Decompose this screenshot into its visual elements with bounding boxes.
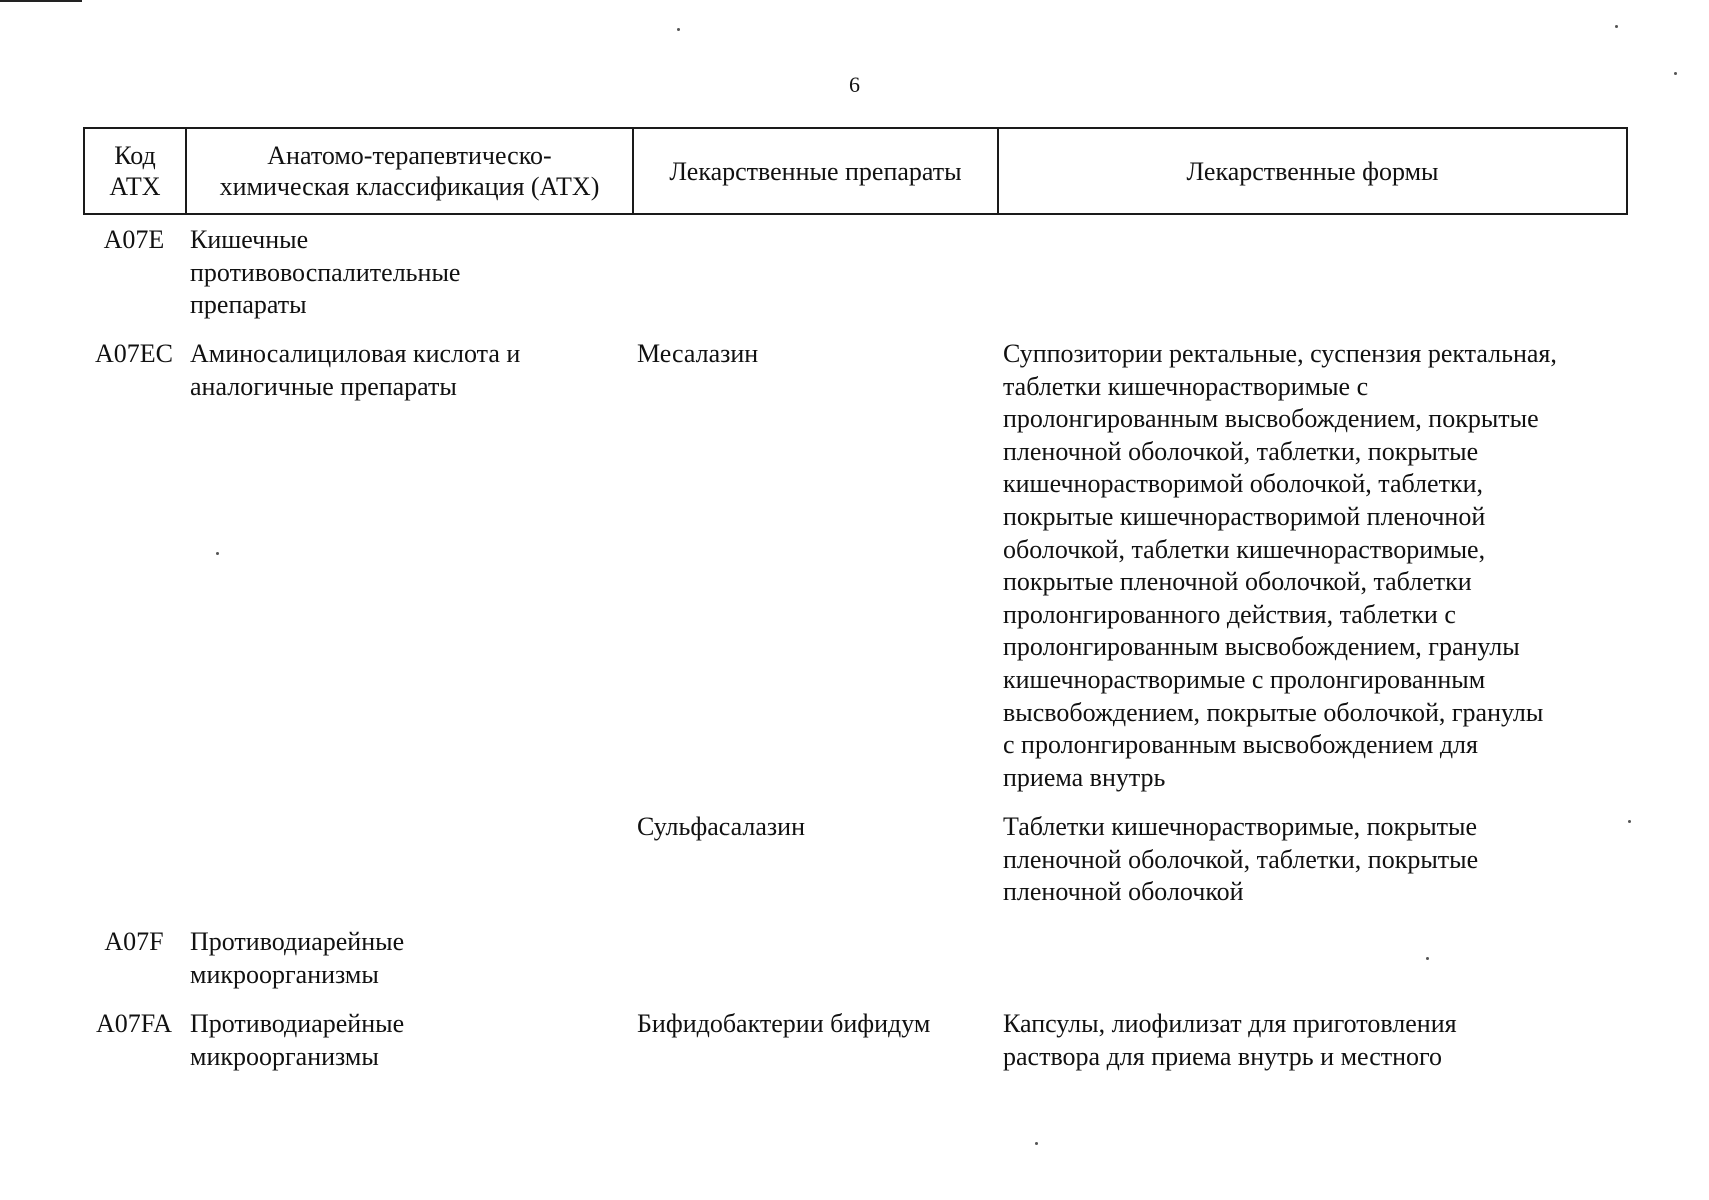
atx-group-line: Противодиарейные xyxy=(190,1009,405,1038)
scan-speck xyxy=(1628,820,1631,823)
dosage-form-line: таблетки кишечнорастворимые с xyxy=(1003,371,1369,401)
drug-name: Бифидобактерии бифидум xyxy=(637,1009,931,1038)
dosage-form-line: кишечнорастворимой оболочкой, таблетки, xyxy=(1003,469,1483,499)
header-forms: Лекарственные формы xyxy=(1186,156,1439,186)
atx-group-line: Кишечные xyxy=(190,225,309,254)
atx-group xyxy=(190,1008,630,1073)
dosage-form-line: покрытые пленочной оболочкой, таблетки xyxy=(1003,567,1472,597)
atx-code: A07E xyxy=(103,225,165,254)
dosage-form-line: высвобождением, покрытые оболочкой, гранулы xyxy=(1003,697,1544,727)
atx-code: A07F xyxy=(104,927,164,956)
scan-speck xyxy=(1426,957,1429,960)
scan-speck xyxy=(1035,1142,1038,1145)
dosage-form-line: пролонгированным высвобождением, покрытые xyxy=(1003,404,1539,434)
atx-group-line: препараты xyxy=(190,290,307,320)
dosage-forms xyxy=(1003,1008,1628,1073)
header-drugs: Лекарственные препараты xyxy=(634,129,999,213)
table-header xyxy=(83,127,1628,215)
scan-speck xyxy=(1615,25,1618,28)
atx-group-line: аналогичные препараты xyxy=(190,371,457,401)
atx-group-line: микроорганизмы xyxy=(190,959,379,989)
dosage-form-line: Суппозитории ректальные, суспензия ректальная, xyxy=(1003,339,1557,368)
dosage-forms xyxy=(1003,338,1628,794)
dosage-form-line: Таблетки кишечнорастворимые, покрытые xyxy=(1003,812,1478,841)
dosage-form-line: приема внутрь xyxy=(1003,762,1166,792)
scan-edge-mark xyxy=(0,0,82,2)
dosage-form-line: покрытые кишечнорастворимой пленочной xyxy=(1003,501,1486,531)
header-code-line: АТХ xyxy=(109,172,161,201)
atx-code: A07FA xyxy=(95,1009,173,1038)
atx-group xyxy=(190,224,630,322)
header-atx-line: Анатомо-терапевтическо- xyxy=(267,141,552,170)
atx-group xyxy=(190,338,630,403)
header-code xyxy=(85,129,187,213)
header-atx xyxy=(187,129,634,213)
header-code-line: Код xyxy=(114,141,156,170)
scan-speck xyxy=(216,552,219,555)
atx-group-line: противовоспалительные xyxy=(190,257,461,287)
page-number: 6 xyxy=(849,72,860,97)
dosage-form-line: оболочкой, таблетки кишечнорастворимые, xyxy=(1003,534,1486,564)
atx-group-line: Противодиарейные xyxy=(190,927,405,956)
atx-group-line: Аминосалициловая кислота и xyxy=(190,339,521,368)
dosage-form-line: с пролонгированным высвобождением для xyxy=(1003,730,1478,760)
drug-name: Сульфасалазин xyxy=(637,812,806,841)
atx-group xyxy=(190,926,630,991)
dosage-form-line: кишечнорастворимые с пролонгированным xyxy=(1003,664,1486,694)
scan-speck xyxy=(677,28,680,31)
dosage-form-line: пленочной оболочкой xyxy=(1003,877,1244,907)
dosage-form-line: пролонгированного действия, таблетки с xyxy=(1003,599,1456,629)
dosage-form-line: раствора для приема внутрь и местного xyxy=(1003,1041,1443,1071)
atx-code: A07EC xyxy=(95,339,173,368)
atx-group-line: микроорганизмы xyxy=(190,1041,379,1071)
dosage-form-line: пленочной оболочкой, таблетки, покрытые xyxy=(1003,844,1479,874)
dosage-form-line: пролонгированным высвобождением, гранулы xyxy=(1003,632,1520,662)
dosage-form-line: пленочной оболочкой, таблетки, покрытые xyxy=(1003,436,1479,466)
dosage-form-line: Капсулы, лиофилизат для приготовления xyxy=(1003,1009,1457,1038)
header-atx-line: химическая классификация (АТХ) xyxy=(219,172,600,201)
dosage-forms xyxy=(1003,811,1628,909)
drug-name: Месалазин xyxy=(637,339,759,368)
